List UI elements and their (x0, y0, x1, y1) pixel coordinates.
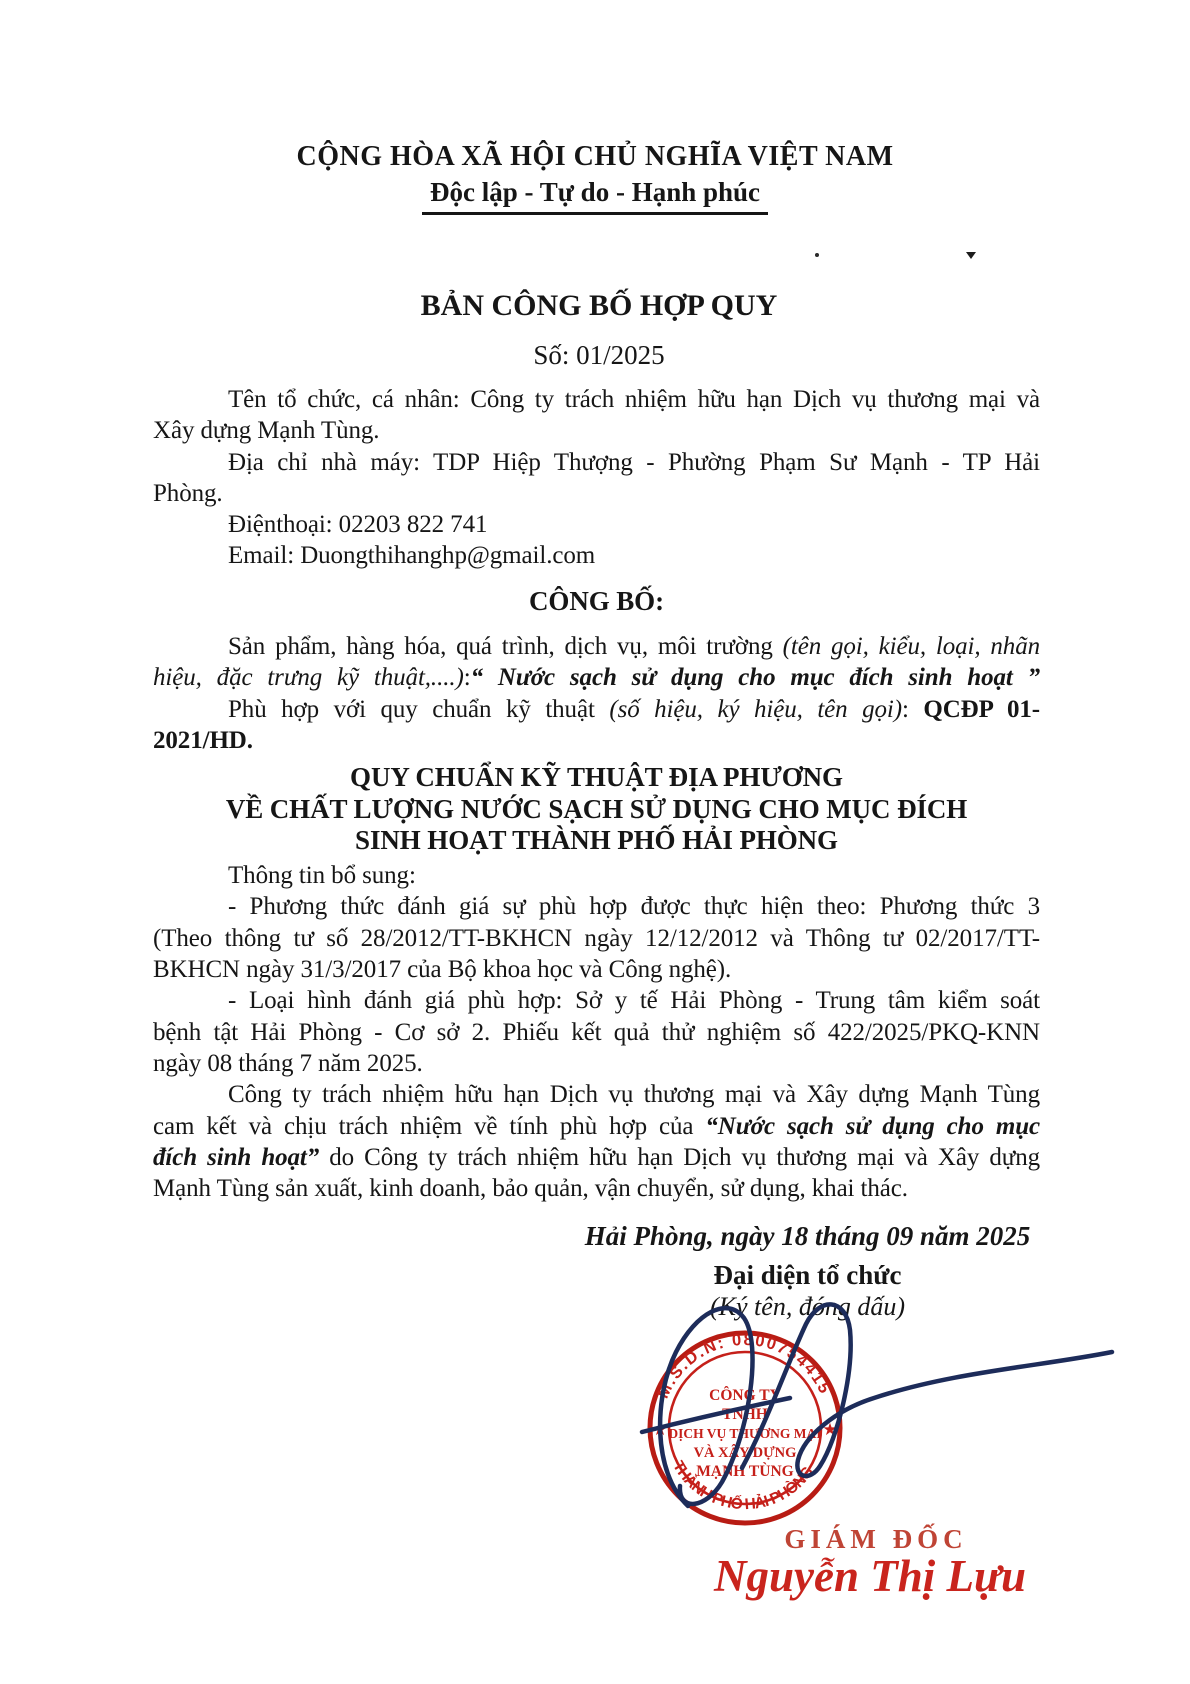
body-line: Công ty trách nhiệm hữu hạn Dịch vụ thương mại và Xây dựng Mạnh Tùng (228, 1081, 1040, 1109)
body-line: Tên tổ chức, cá nhân: Công ty trách nhiệm hữu hạn Dịch vụ thương mại và (228, 386, 1040, 413)
body-line: Sản phẩm, hàng hóa, quá trình, dịch vụ, môi trường (tên gọi, kiểu, loại, nhãn (228, 633, 1040, 661)
body-text (153, 384, 1040, 1204)
national-title: CỘNG HÒA XÃ HỘI CHỦ NGHĨA VIỆT NAM (296, 141, 894, 172)
body-line: hiệu, đặc trưng kỹ thuật,....):“ Nước sạch sử dụng cho mục đích sinh hoạt ” (153, 664, 1040, 692)
motto: Độc lập - Tự do - Hạnh phúc (422, 177, 768, 215)
body-line: SINH HOẠT THÀNH PHỐ HẢI PHÒNG (355, 824, 838, 855)
body-line: - Phương thức đánh giá sự phù hợp được thực hiện theo: Phương thức 3 (228, 893, 1040, 921)
body-line: Xây dựng Mạnh Tùng. (153, 417, 380, 445)
director-title: GIÁM ĐỐC (784, 1524, 968, 1554)
star-icon: ★ (822, 1420, 838, 1439)
body-line: Mạnh Tùng sản xuất, kinh doanh, bảo quản, vận chuyển, sử dụng, khai thác. (153, 1175, 908, 1203)
stamp-center-line: MẠNH TÙNG (696, 1463, 794, 1480)
body-line: (Theo thông tư số 28/2012/TT-BKHCN ngày 12/12/2012 và Thông tư 02/2017/TT- (153, 924, 1040, 952)
stamp-center-line: VÀ XÂY DỰNG (693, 1445, 797, 1461)
body-line: Địa chỉ nhà máy: TDP Hiệp Thượng - Phường Phạm Sư Mạnh - TP Hải (228, 448, 1040, 476)
body-line: bệnh tật Hải Phòng - Cơ sở 2. Phiếu kết quả thử nghiệm số 422/2025/PKQ-KNN (153, 1018, 1040, 1046)
stamp-center-line: TNHH (722, 1406, 768, 1423)
stamp-bottom-arc-text: THÀNH PHỐ HẢI PHÒNG (669, 1458, 818, 1514)
body-line: CÔNG BỐ: (529, 585, 664, 616)
body-line: QUY CHUẨN KỸ THUẬT ĐỊA PHƯƠNG (350, 762, 843, 793)
body-line: Thông tin bổ sung: (228, 862, 416, 890)
representative-label: Đại diện tổ chức (713, 1260, 902, 1290)
body-line: - Loại hình đánh giá phù hợp: Sở y tế Hải Phòng - Trung tâm kiểm soát (228, 987, 1040, 1015)
body-line: Email: Duongthihanghp@gmail.com (228, 542, 596, 570)
place-date-line: Hải Phòng, ngày 18 tháng 09 năm 2025 (584, 1221, 1031, 1251)
star-icon: ★ (652, 1420, 668, 1439)
body-line: ngày 08 tháng 7 năm 2025. (153, 1049, 423, 1077)
body-line: Phòng. (153, 479, 223, 507)
document-number: Số: 01/2025 (533, 340, 665, 370)
document-title: BẢN CÔNG BỐ HỢP QUY (420, 289, 778, 322)
stamp-top-arc-text: M.S.D.N: 0800754415 (653, 1330, 834, 1402)
sign-note: (Ký tên, đóng dấu) (710, 1292, 905, 1321)
body-line: Điệnthoại: 02203 822 741 (228, 511, 488, 539)
body-line: đích sinh hoạt” do Công ty trách nhiệm hữu hạn Dịch vụ thương mại và Xây dựng (153, 1143, 1040, 1171)
motto-row (0, 177, 1190, 215)
signature (590, 1272, 1150, 1532)
stamp-center-line: CÔNG TY (709, 1387, 781, 1404)
stamp-center-line: DỊCH VỤ THƯƠNG MẠI (668, 1426, 822, 1441)
scan-speck-dot (815, 253, 819, 257)
body-line: Phù hợp với quy chuẩn kỹ thuật (số hiệu, ký hiệu, tên gọi): QCĐP 01- (228, 695, 1040, 723)
scan-speck-triangle (966, 252, 976, 259)
body-line: cam kết và chịu trách nhiệm về tính phù hợp của “Nước sạch sử dụng cho mục (153, 1112, 1041, 1140)
body-line: BKHCN ngày 31/3/2017 của Bộ khoa học và Công nghệ). (153, 956, 732, 984)
body-line: 2021/HD. (153, 726, 253, 754)
signer-name: Nguyễn Thị Lựu (714, 1551, 1026, 1601)
body-line: VỀ CHẤT LƯỢNG NƯỚC SẠCH SỬ DỤNG CHO MỤC ĐÍCH (225, 793, 968, 824)
signature-stroke (742, 1304, 1112, 1476)
